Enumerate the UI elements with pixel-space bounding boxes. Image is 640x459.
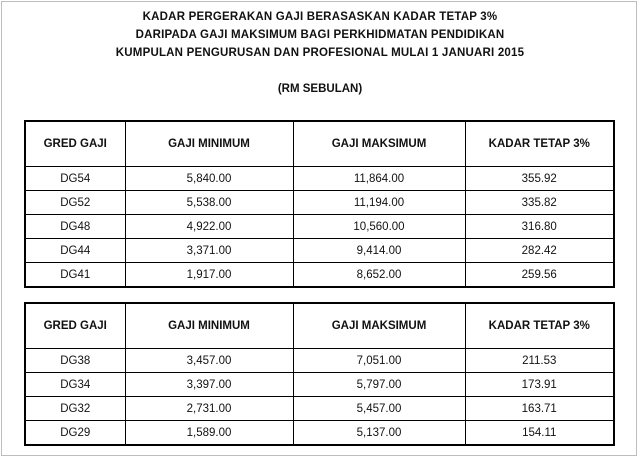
cell-maksimum: 9,414.00 xyxy=(293,239,465,263)
document-title xyxy=(0,8,640,62)
salary-table-lower-grades xyxy=(24,302,615,446)
table-row xyxy=(25,263,614,288)
cell-kadar: 211.53 xyxy=(465,349,614,373)
cell-kadar: 316.80 xyxy=(465,215,614,239)
header-gaji-maksimum: GAJI MAKSIMUM xyxy=(293,303,465,349)
cell-maksimum: 5,457.00 xyxy=(293,397,465,421)
header-gaji-maksimum: GAJI MAKSIMUM xyxy=(293,121,465,167)
cell-minimum: 5,538.00 xyxy=(125,191,293,215)
cell-maksimum: 8,652.00 xyxy=(293,263,465,288)
cell-gred: DG52 xyxy=(25,191,125,215)
title-line-2: DARIPADA GAJI MAKSIMUM BAGI PERKHIDMATAN PENDIDIKAN xyxy=(135,29,505,41)
cell-gred: DG54 xyxy=(25,167,125,191)
table-row xyxy=(25,215,614,239)
cell-minimum: 3,371.00 xyxy=(125,239,293,263)
cell-maksimum: 5,137.00 xyxy=(293,421,465,446)
cell-kadar: 259.56 xyxy=(465,263,614,288)
table-row xyxy=(25,239,614,263)
cell-minimum: 1,917.00 xyxy=(125,263,293,288)
cell-gred: DG41 xyxy=(25,263,125,288)
cell-gred: DG38 xyxy=(25,349,125,373)
cell-gred: DG29 xyxy=(25,421,125,446)
cell-minimum: 1,589.00 xyxy=(125,421,293,446)
header-gaji-minimum: GAJI MINIMUM xyxy=(125,121,293,167)
cell-kadar: 154.11 xyxy=(465,421,614,446)
currency-unit-label: (RM SEBULAN) xyxy=(277,83,363,95)
header-gaji-minimum: GAJI MINIMUM xyxy=(125,303,293,349)
cell-minimum: 3,457.00 xyxy=(125,349,293,373)
table-row xyxy=(25,191,614,215)
table-row xyxy=(25,373,614,397)
header-kadar-tetap: KADAR TETAP 3% xyxy=(465,121,614,167)
cell-kadar: 282.42 xyxy=(465,239,614,263)
cell-maksimum: 11,864.00 xyxy=(293,167,465,191)
cell-kadar: 355.92 xyxy=(465,167,614,191)
title-line-3: KUMPULAN PENGURUSAN DAN PROFESIONAL MULAI 1 JANUARI 2015 xyxy=(115,47,525,59)
cell-gred: DG32 xyxy=(25,397,125,421)
salary-table-upper-grades xyxy=(24,120,615,288)
cell-minimum: 4,922.00 xyxy=(125,215,293,239)
table-row xyxy=(25,421,614,446)
header-kadar-tetap: KADAR TETAP 3% xyxy=(465,303,614,349)
table-row xyxy=(25,167,614,191)
title-line-1: KADAR PERGERAKAN GAJI BERASASKAN KADAR TETAP 3% xyxy=(142,11,498,23)
cell-kadar: 173.91 xyxy=(465,373,614,397)
cell-minimum: 5,840.00 xyxy=(125,167,293,191)
cell-minimum: 2,731.00 xyxy=(125,397,293,421)
table-row xyxy=(25,349,614,373)
table-header-row xyxy=(25,303,614,349)
table-row xyxy=(25,397,614,421)
cell-gred: DG34 xyxy=(25,373,125,397)
table-header-row xyxy=(25,121,614,167)
cell-minimum: 3,397.00 xyxy=(125,373,293,397)
cell-gred: DG44 xyxy=(25,239,125,263)
cell-gred: DG48 xyxy=(25,215,125,239)
header-gred-gaji: GRED GAJI xyxy=(25,303,125,349)
cell-maksimum: 7,051.00 xyxy=(293,349,465,373)
cell-kadar: 163.71 xyxy=(465,397,614,421)
cell-maksimum: 11,194.00 xyxy=(293,191,465,215)
header-gred-gaji: GRED GAJI xyxy=(25,121,125,167)
cell-maksimum: 5,797.00 xyxy=(293,373,465,397)
cell-maksimum: 10,560.00 xyxy=(293,215,465,239)
cell-kadar: 335.82 xyxy=(465,191,614,215)
